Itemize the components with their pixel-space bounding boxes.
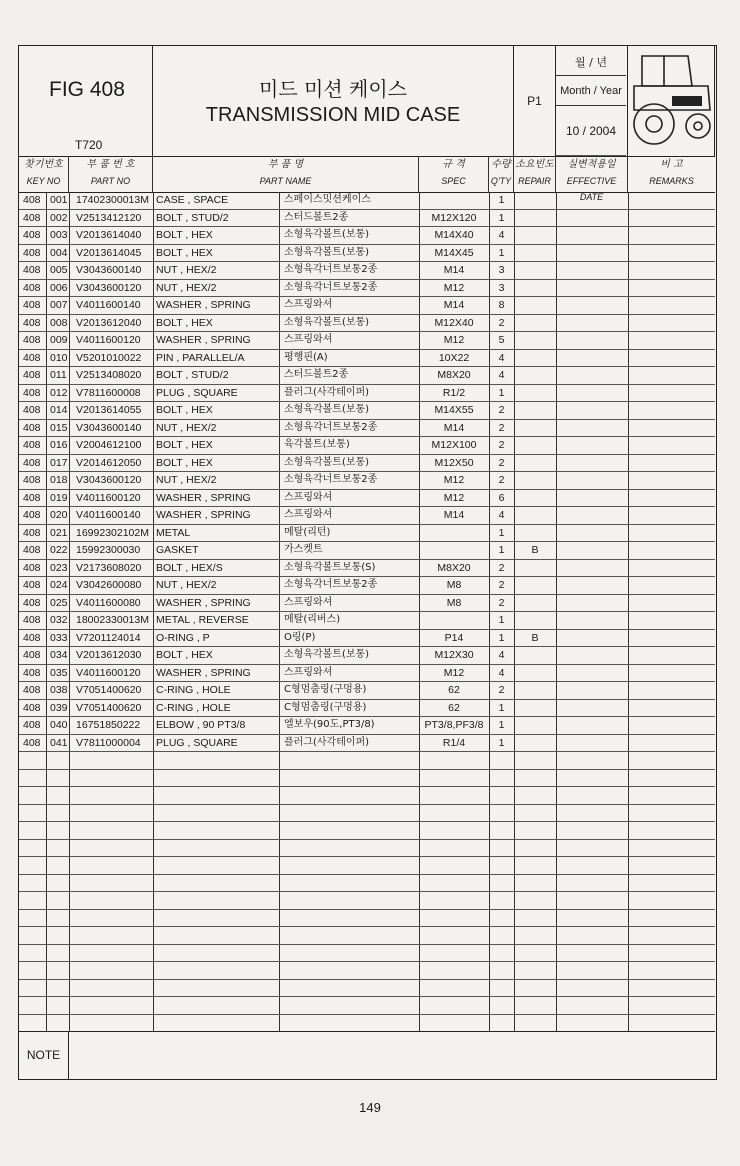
cell-spec: M12X100 bbox=[431, 439, 477, 451]
cell-name-ko: 소형육각너트보통2종 bbox=[284, 579, 378, 590]
cell-part: V4011600080 bbox=[76, 596, 141, 609]
cell-key: 011 bbox=[50, 369, 67, 381]
empty-row bbox=[19, 997, 715, 1015]
table-row bbox=[19, 490, 715, 508]
cell-name-en: PLUG , SQUARE bbox=[156, 386, 238, 399]
empty-row bbox=[19, 875, 715, 893]
cell-qty: 2 bbox=[498, 596, 505, 609]
cell-spec: M14 bbox=[443, 421, 465, 434]
cell-spec: M8 bbox=[446, 596, 462, 609]
title-cell bbox=[153, 46, 514, 156]
cell-name-en: ELBOW , 90 PT3/8 bbox=[156, 719, 246, 731]
cell-name-en: WASHER , SPRING bbox=[156, 596, 251, 609]
table-row bbox=[19, 227, 715, 245]
cell-name-ko: 소형육각너트보통2종 bbox=[284, 264, 378, 275]
cell-key: 006 bbox=[50, 281, 68, 294]
cell-name-ko: 소형육각너트보통2종 bbox=[284, 421, 378, 433]
cell-name-ko: 스프링와셔 bbox=[284, 666, 333, 678]
figure-number: FIG 408 bbox=[49, 78, 125, 101]
cell-qty: 1 bbox=[498, 194, 505, 206]
cell-name-ko: 소형육각볼트(보통) bbox=[284, 649, 370, 660]
cell-name-en: WASHER , SPRING bbox=[156, 491, 251, 504]
cell-repair: B bbox=[531, 544, 539, 556]
cell-name-en: C-RING , HOLE bbox=[156, 701, 231, 714]
cell-part: V7201124014 bbox=[76, 631, 141, 644]
cell-qty: 2 bbox=[498, 456, 505, 469]
cell-fig: 408 bbox=[23, 334, 41, 346]
cell-part: V3043600140 bbox=[76, 264, 142, 276]
cell-part: V2013614045 bbox=[76, 246, 142, 259]
cell-fig: 408 bbox=[23, 544, 41, 556]
cell-qty: 1 bbox=[498, 211, 505, 224]
cell-part: 16992302102M bbox=[76, 526, 149, 539]
cell-name-ko: 플러그(사각테이퍼) bbox=[284, 736, 370, 748]
cell-name-en: BOLT , HEX bbox=[156, 456, 213, 469]
cell-fig: 408 bbox=[23, 736, 41, 749]
cell-name-ko: 소형육각볼트(보통) bbox=[284, 229, 370, 240]
cell-name-ko: 스프링와셔 bbox=[284, 596, 333, 608]
cell-spec: R1/2 bbox=[442, 386, 466, 399]
cell-name-ko: C형멈춤링(구멍용) bbox=[284, 684, 367, 695]
page-number: 149 bbox=[359, 1100, 381, 1115]
cell-fig: 408 bbox=[23, 614, 41, 626]
cell-key: 008 bbox=[50, 316, 68, 329]
col-part-name: 부 품 명 PART NAME bbox=[153, 156, 419, 192]
note-label: NOTE bbox=[19, 1032, 69, 1079]
cell-name-en: WASHER , SPRING bbox=[156, 666, 251, 679]
cell-name-ko: 스프링와셔 bbox=[284, 491, 333, 503]
cell-key: 023 bbox=[50, 561, 68, 574]
table-row bbox=[19, 210, 715, 228]
cell-part: 16751850222 bbox=[76, 719, 141, 731]
cell-name-ko: 소형육각볼트(보통) bbox=[284, 456, 370, 468]
cell-key: 040 bbox=[50, 719, 68, 731]
cell-spec: M8X20 bbox=[437, 561, 471, 574]
cell-name-en: NUT , HEX/2 bbox=[156, 421, 217, 434]
cell-spec: M12 bbox=[443, 474, 465, 486]
cell-qty: 1 bbox=[498, 719, 505, 731]
cell-qty: 3 bbox=[498, 264, 505, 276]
cell-name-ko: O링(P) bbox=[284, 631, 316, 643]
cell-qty: 4 bbox=[498, 229, 505, 241]
cell-key: 018 bbox=[50, 474, 68, 486]
cell-part: V4011600140 bbox=[76, 299, 141, 311]
cell-name-en: PIN , PARALLEL/A bbox=[156, 351, 245, 364]
table-row bbox=[19, 192, 715, 210]
cell-fig: 408 bbox=[23, 194, 41, 206]
cell-key: 022 bbox=[50, 544, 68, 556]
cell-qty: 4 bbox=[498, 369, 505, 381]
cell-key: 034 bbox=[50, 649, 68, 661]
date-cell bbox=[556, 46, 628, 156]
cell-fig: 408 bbox=[23, 631, 41, 644]
cell-spec: M12 bbox=[443, 491, 465, 504]
cell-fig: 408 bbox=[23, 211, 41, 224]
cell-name-ko: 스프링와셔 bbox=[284, 334, 333, 345]
title-korean: 미드 미션 케이스 bbox=[259, 77, 407, 101]
cell-name-ko: 소형육각볼트(보통) bbox=[284, 316, 370, 328]
col-part-no: 부 품 번 호 PART NO bbox=[69, 156, 153, 192]
cell-key: 007 bbox=[50, 299, 68, 311]
cell-key: 025 bbox=[50, 596, 68, 609]
tractor-icon bbox=[628, 46, 714, 154]
table-row bbox=[19, 280, 715, 298]
cell-key: 033 bbox=[50, 631, 68, 644]
cell-key: 016 bbox=[50, 439, 68, 451]
cell-part: V2513408020 bbox=[76, 369, 142, 381]
table-row bbox=[19, 612, 715, 630]
cell-qty: 4 bbox=[498, 666, 505, 679]
cell-name-ko: 스프링와셔 bbox=[284, 509, 333, 520]
cell-spec: M8X20 bbox=[437, 369, 471, 381]
cell-name-ko: 평행핀(A) bbox=[284, 351, 328, 363]
col-repair: 소요빈도 REPAIR bbox=[514, 156, 556, 192]
cell-fig: 408 bbox=[23, 386, 41, 399]
cell-spec: M14 bbox=[443, 264, 465, 276]
cell-name-ko: 스터드볼트2종 bbox=[284, 369, 349, 380]
table-row bbox=[19, 350, 715, 368]
cell-spec: 62 bbox=[448, 684, 460, 696]
cell-name-en: BOLT , HEX bbox=[156, 649, 213, 661]
cell-name-en: C-RING , HOLE bbox=[156, 684, 231, 696]
cell-qty: 8 bbox=[498, 299, 505, 311]
cell-qty: 1 bbox=[498, 526, 505, 539]
table-row bbox=[19, 525, 715, 543]
cell-spec: R1/4 bbox=[442, 736, 466, 749]
cell-qty: 2 bbox=[498, 421, 505, 434]
cell-part: V4011600120 bbox=[76, 666, 141, 679]
table-row bbox=[19, 700, 715, 718]
empty-row bbox=[19, 962, 715, 980]
cell-qty: 1 bbox=[498, 614, 505, 626]
cell-qty: 4 bbox=[498, 649, 505, 661]
cell-key: 005 bbox=[50, 264, 68, 276]
cell-name-en: NUT , HEX/2 bbox=[156, 579, 217, 591]
cell-key: 015 bbox=[50, 421, 68, 434]
cell-part: 17402300013M bbox=[76, 194, 149, 206]
table-row bbox=[19, 367, 715, 385]
cell-part: V5201010022 bbox=[76, 351, 142, 364]
cell-qty: 2 bbox=[498, 474, 505, 486]
cell-fig: 408 bbox=[23, 719, 41, 731]
cell-fig: 408 bbox=[23, 281, 41, 294]
cell-spec: M8 bbox=[446, 579, 462, 591]
col-effective-date: 실변적용일 EFFECTIVE DATE bbox=[556, 156, 628, 192]
cell-part: V4011600140 bbox=[76, 509, 141, 521]
cell-key: 041 bbox=[50, 736, 68, 749]
model-code: T720 bbox=[75, 138, 103, 152]
cell-spec: M12 bbox=[443, 666, 465, 679]
cell-name-en: BOLT , STUD/2 bbox=[156, 211, 229, 224]
cell-qty: 6 bbox=[498, 491, 505, 504]
cell-name-ko: 메탈(리턴) bbox=[284, 526, 331, 538]
empty-row bbox=[19, 840, 715, 858]
cell-fig: 408 bbox=[23, 316, 41, 329]
empty-row bbox=[19, 822, 715, 840]
parts-table-body bbox=[19, 192, 715, 1031]
cell-qty: 1 bbox=[498, 246, 505, 259]
cell-name-en: BOLT , HEX bbox=[156, 316, 213, 329]
cell-qty: 1 bbox=[498, 701, 505, 714]
cell-qty: 2 bbox=[498, 561, 505, 574]
cell-fig: 408 bbox=[23, 666, 41, 679]
cell-name-ko: 가스켓트 bbox=[284, 544, 323, 555]
cell-name-en: PLUG , SQUARE bbox=[156, 736, 238, 749]
cell-name-ko: C형멈춤링(구멍용) bbox=[284, 701, 367, 713]
cell-key: 009 bbox=[50, 334, 68, 346]
cell-name-ko: 메탈(리버스) bbox=[284, 614, 341, 625]
cell-qty: 5 bbox=[498, 334, 505, 346]
cell-repair: B bbox=[531, 631, 539, 644]
table-row bbox=[19, 647, 715, 665]
cell-fig: 408 bbox=[23, 509, 41, 521]
table-row bbox=[19, 385, 715, 403]
cell-spec: M14X40 bbox=[434, 229, 474, 241]
table-row bbox=[19, 420, 715, 438]
cell-part: 18002330013M bbox=[76, 614, 149, 626]
cell-fig: 408 bbox=[23, 596, 41, 609]
cell-qty: 1 bbox=[498, 386, 505, 399]
cell-key: 001 bbox=[50, 194, 68, 206]
cell-name-en: BOLT , STUD/2 bbox=[156, 369, 229, 381]
cell-key: 002 bbox=[50, 211, 68, 224]
cell-name-en: CASE , SPACE bbox=[156, 194, 229, 206]
cell-fig: 408 bbox=[23, 526, 41, 539]
cell-spec: 62 bbox=[448, 701, 460, 714]
cell-key: 039 bbox=[50, 701, 68, 714]
cell-qty: 2 bbox=[498, 316, 505, 329]
table-row bbox=[19, 595, 715, 613]
sheet-header bbox=[19, 46, 715, 157]
cell-name-ko: 소형육각볼트(보통) bbox=[284, 246, 370, 258]
cell-fig: 408 bbox=[23, 264, 41, 276]
cell-fig: 408 bbox=[23, 474, 41, 486]
cell-fig: 408 bbox=[23, 404, 41, 416]
cell-spec: M14X55 bbox=[434, 404, 474, 416]
cell-name-ko: 소형육각너트보통2종 bbox=[284, 474, 378, 485]
cell-key: 010 bbox=[50, 351, 68, 364]
cell-spec: P14 bbox=[444, 631, 464, 644]
empty-row bbox=[19, 910, 715, 928]
cell-name-en: WASHER , SPRING bbox=[156, 334, 251, 346]
cell-key: 017 bbox=[50, 456, 68, 469]
cell-part: V4011600120 bbox=[76, 334, 141, 346]
cell-spec: PT3/8,PF3/8 bbox=[424, 719, 484, 731]
empty-row bbox=[19, 752, 715, 770]
cell-fig: 408 bbox=[23, 246, 41, 259]
empty-row bbox=[19, 927, 715, 945]
cell-fig: 408 bbox=[23, 351, 41, 364]
cell-key: 035 bbox=[50, 666, 68, 679]
cell-name-ko: 스페이스밋션케이스 bbox=[284, 194, 371, 205]
empty-row bbox=[19, 787, 715, 805]
cell-spec: M12X40 bbox=[434, 316, 474, 329]
cell-qty: 1 bbox=[498, 736, 505, 749]
cell-part: V2004612100 bbox=[76, 439, 142, 451]
cell-qty: 2 bbox=[498, 404, 505, 416]
cell-name-en: NUT , HEX/2 bbox=[156, 264, 217, 276]
table-row bbox=[19, 472, 715, 490]
cell-spec: M12 bbox=[443, 281, 465, 294]
cell-fig: 408 bbox=[23, 649, 41, 661]
cell-name-en: METAL bbox=[156, 526, 191, 539]
cell-part: V7811000004 bbox=[76, 736, 141, 749]
col-remarks: 비 고 REMARKS bbox=[649, 159, 694, 186]
cell-key: 003 bbox=[50, 229, 68, 241]
cell-name-en: BOLT , HEX bbox=[156, 404, 213, 416]
table-row bbox=[19, 455, 715, 473]
col-spec: 규 격 SPEC bbox=[419, 156, 489, 192]
cell-part: V3043600120 bbox=[76, 281, 142, 294]
table-row bbox=[19, 245, 715, 263]
cell-part: V3043600140 bbox=[76, 421, 142, 434]
cell-name-en: METAL , REVERSE bbox=[156, 614, 249, 626]
table-row bbox=[19, 717, 715, 735]
cell-fig: 408 bbox=[23, 229, 41, 241]
table-row bbox=[19, 630, 715, 648]
cell-fig: 408 bbox=[23, 491, 41, 504]
cell-name-ko: 소형육각볼트보통(S) bbox=[284, 561, 376, 573]
cell-fig: 408 bbox=[23, 561, 41, 574]
table-row bbox=[19, 332, 715, 350]
figure-cell bbox=[19, 46, 153, 156]
cell-part: 15992300030 bbox=[76, 544, 141, 556]
cell-qty: 2 bbox=[498, 439, 505, 451]
cell-spec: M12X30 bbox=[434, 649, 474, 661]
cell-key: 014 bbox=[50, 404, 68, 416]
cell-part: V2014612050 bbox=[76, 456, 142, 469]
note-area bbox=[19, 1031, 715, 1079]
table-row bbox=[19, 262, 715, 280]
table-row bbox=[19, 542, 715, 560]
table-row bbox=[19, 560, 715, 578]
cell-part: V7051400620 bbox=[76, 684, 142, 696]
cell-name-en: BOLT , HEX bbox=[156, 246, 213, 259]
cell-fig: 408 bbox=[23, 439, 41, 451]
cell-spec: M12 bbox=[443, 334, 465, 346]
table-row bbox=[19, 735, 715, 753]
table-row bbox=[19, 297, 715, 315]
cell-key: 019 bbox=[50, 491, 68, 504]
empty-row bbox=[19, 980, 715, 998]
cell-part: V7051400620 bbox=[76, 701, 142, 714]
empty-row bbox=[19, 945, 715, 963]
cell-part: V4011600120 bbox=[76, 491, 141, 504]
cell-qty: 4 bbox=[498, 351, 505, 364]
month-year-korean: 월 / 년 bbox=[556, 46, 626, 76]
cell-part: V2013612030 bbox=[76, 649, 142, 661]
cell-spec: M12X120 bbox=[431, 211, 477, 224]
cell-qty: 4 bbox=[498, 509, 505, 521]
cell-spec: M14 bbox=[443, 299, 465, 311]
page-code: P1 bbox=[527, 94, 542, 108]
cell-fig: 408 bbox=[23, 579, 41, 591]
cell-part: V2513412120 bbox=[76, 211, 142, 224]
cell-qty: 1 bbox=[498, 544, 505, 556]
cell-part: V2013614055 bbox=[76, 404, 142, 416]
cell-name-ko: 스터드볼트2종 bbox=[284, 211, 349, 223]
month-year-label: Month / Year bbox=[556, 76, 626, 106]
cell-name-ko: 엘보우(90도,PT3/8) bbox=[284, 719, 375, 730]
cell-spec: M12X50 bbox=[434, 456, 474, 469]
cell-fig: 408 bbox=[23, 299, 41, 311]
cell-key: 020 bbox=[50, 509, 68, 521]
cell-name-en: NUT , HEX/2 bbox=[156, 474, 217, 486]
cell-name-en: GASKET bbox=[156, 544, 199, 556]
cell-name-en: WASHER , SPRING bbox=[156, 509, 251, 521]
table-row bbox=[19, 402, 715, 420]
table-row bbox=[19, 315, 715, 333]
cell-fig: 408 bbox=[23, 369, 41, 381]
cell-fig: 408 bbox=[23, 684, 41, 696]
col-qty: 수량 Q'TY bbox=[489, 156, 514, 192]
cell-key: 038 bbox=[50, 684, 68, 696]
cell-key: 004 bbox=[50, 246, 68, 259]
cell-part: V2013614040 bbox=[76, 229, 142, 241]
table-row bbox=[19, 665, 715, 683]
cell-qty: 1 bbox=[498, 631, 505, 644]
cell-name-ko: 스프링와셔 bbox=[284, 299, 333, 310]
cell-qty: 2 bbox=[498, 579, 505, 591]
col-key: 찾기번호 KEY NO bbox=[19, 156, 69, 192]
empty-row bbox=[19, 1015, 715, 1033]
cell-part: V2013612040 bbox=[76, 316, 142, 329]
cell-spec: 10X22 bbox=[438, 351, 470, 364]
cell-name-ko: 소형육각너트보통2종 bbox=[284, 281, 378, 293]
cell-fig: 408 bbox=[23, 421, 41, 434]
cell-qty: 2 bbox=[498, 684, 505, 696]
cell-name-ko: 플러그(사각테이퍼) bbox=[284, 386, 370, 398]
cell-name-en: NUT , HEX/2 bbox=[156, 281, 217, 294]
cell-key: 032 bbox=[50, 614, 68, 626]
cell-qty: 3 bbox=[498, 281, 505, 294]
logo-cell bbox=[628, 46, 715, 156]
cell-fig: 408 bbox=[23, 456, 41, 469]
empty-row bbox=[19, 857, 715, 875]
cell-name-en: BOLT , HEX bbox=[156, 439, 213, 451]
cell-name-en: BOLT , HEX bbox=[156, 229, 213, 241]
empty-row bbox=[19, 770, 715, 788]
cell-part: V3042600080 bbox=[76, 579, 142, 591]
cell-part: V7811600008 bbox=[76, 386, 141, 399]
table-row bbox=[19, 577, 715, 595]
cell-name-ko: 육각볼트(보통) bbox=[284, 439, 350, 450]
table-row bbox=[19, 682, 715, 700]
page-cell bbox=[514, 46, 556, 156]
cell-key: 024 bbox=[50, 579, 68, 591]
cell-part: V3043600120 bbox=[76, 474, 142, 486]
table-row bbox=[19, 437, 715, 455]
cell-name-en: WASHER , SPRING bbox=[156, 299, 251, 311]
cell-part: V2173608020 bbox=[76, 561, 142, 574]
cell-key: 012 bbox=[50, 386, 68, 399]
title-english: TRANSMISSION MID CASE bbox=[205, 104, 461, 126]
cell-name-ko: 소형육각볼트(보통) bbox=[284, 404, 370, 415]
cell-spec: M14X45 bbox=[434, 246, 474, 259]
empty-row bbox=[19, 805, 715, 823]
cell-spec: M14 bbox=[443, 509, 465, 521]
cell-name-en: O-RING , P bbox=[156, 631, 210, 644]
issue-date: 10 / 2004 bbox=[556, 106, 626, 156]
table-row bbox=[19, 507, 715, 525]
cell-fig: 408 bbox=[23, 701, 41, 714]
empty-row bbox=[19, 892, 715, 910]
parts-sheet bbox=[18, 45, 717, 1080]
cell-key: 021 bbox=[50, 526, 68, 539]
cell-name-en: BOLT , HEX/S bbox=[156, 561, 223, 574]
